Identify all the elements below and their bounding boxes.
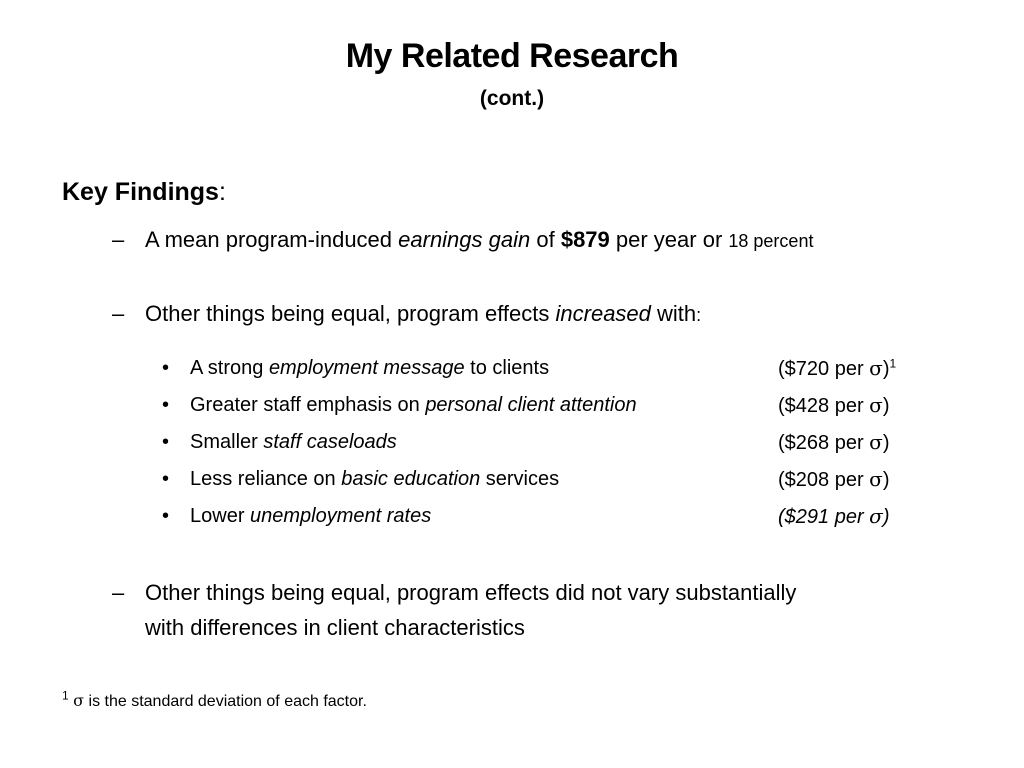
- factor-value-close: ): [882, 358, 890, 380]
- factor-value: [778, 353, 896, 384]
- factor-text-part: services: [480, 468, 560, 490]
- factor-item: [162, 464, 962, 494]
- factor-text-part: Lower: [190, 505, 251, 527]
- finding-emphasis: increased: [555, 301, 651, 326]
- sigma-symbol: σ: [869, 504, 883, 528]
- section-heading: [62, 176, 226, 208]
- bullet-marker: •: [162, 468, 170, 490]
- bullet-marker: •: [162, 394, 170, 416]
- factor-item: [162, 501, 962, 531]
- factor-text: [190, 353, 549, 383]
- dash-marker: –: [112, 580, 125, 605]
- dash-marker: –: [112, 227, 125, 252]
- footnote-marker: 1: [62, 688, 69, 703]
- factor-value-amount: ($208 per: [778, 469, 870, 491]
- finding-text-part: with: [650, 301, 697, 326]
- factor-value-amount: ($428 per: [778, 395, 870, 417]
- factor-text: [190, 501, 431, 531]
- sigma-symbol: σ: [73, 691, 85, 710]
- factor-text: [190, 464, 559, 494]
- finding-text: [145, 222, 945, 259]
- finding-emphasis: earnings gain: [398, 227, 531, 252]
- finding-percent: 18 percent: [728, 231, 814, 251]
- section-heading-colon: :: [218, 178, 226, 206]
- factor-text-part: Less reliance on: [190, 468, 342, 490]
- factor-value-close: ): [882, 432, 890, 454]
- factor-emphasis: staff caseloads: [263, 431, 397, 453]
- finding-text-part: of: [530, 227, 561, 252]
- finding-amount: $879: [560, 227, 610, 252]
- factor-item: [162, 427, 962, 457]
- factor-value-close: ): [882, 506, 890, 528]
- bullet-marker: •: [162, 357, 170, 379]
- factor-value: [778, 390, 890, 421]
- finding-text: [145, 296, 945, 333]
- footnote-marker: 1: [889, 356, 897, 371]
- factor-value-close: ): [882, 395, 890, 417]
- factor-text-part: A strong: [190, 357, 269, 379]
- footnote-text: is the standard deviation of each factor.: [84, 693, 367, 710]
- factor-value: [778, 427, 890, 458]
- factor-emphasis: personal client attention: [425, 394, 637, 416]
- factor-emphasis: employment message: [268, 357, 465, 379]
- finding-text: [145, 575, 945, 645]
- factor-value-amount: ($268 per: [778, 432, 870, 454]
- factor-text: [190, 427, 397, 457]
- finding-text-part: A mean program-induced: [145, 227, 399, 252]
- slide-title: My Related Research: [345, 37, 679, 75]
- factor-item: [162, 390, 962, 420]
- factor-emphasis: unemployment rates: [250, 505, 432, 527]
- factor-value: [778, 464, 890, 495]
- finding-text-part: per year or: [609, 227, 729, 252]
- finding-line: Other things being equal, program effects did not vary substantially: [145, 580, 797, 605]
- factor-value: [778, 501, 890, 532]
- finding-text-part: :: [696, 305, 702, 325]
- sigma-symbol: σ: [869, 467, 883, 491]
- slide-subtitle: (cont.): [479, 87, 545, 110]
- factor-item: [162, 353, 962, 383]
- section-heading-text: Key Findings: [62, 178, 219, 206]
- finding-line: with differences in client characteristics: [145, 615, 525, 640]
- factor-text: [190, 390, 637, 420]
- footnote: [62, 690, 367, 713]
- sigma-symbol: σ: [869, 393, 883, 417]
- factor-text-part: Smaller: [190, 431, 264, 453]
- factor-value-amount: ($720 per: [778, 358, 870, 380]
- sigma-symbol: σ: [869, 356, 883, 380]
- dash-marker: –: [112, 301, 125, 326]
- bullet-marker: •: [162, 505, 170, 527]
- factor-text-part: to clients: [464, 357, 550, 379]
- factor-value-amount: ($291 per: [778, 506, 870, 528]
- finding-text-part: Other things being equal, program effects: [145, 301, 556, 326]
- factor-text-part: Greater staff emphasis on: [190, 394, 426, 416]
- bullet-marker: •: [162, 431, 170, 453]
- factor-value-close: ): [882, 469, 890, 491]
- sigma-symbol: σ: [869, 430, 883, 454]
- factor-emphasis: basic education: [341, 468, 481, 490]
